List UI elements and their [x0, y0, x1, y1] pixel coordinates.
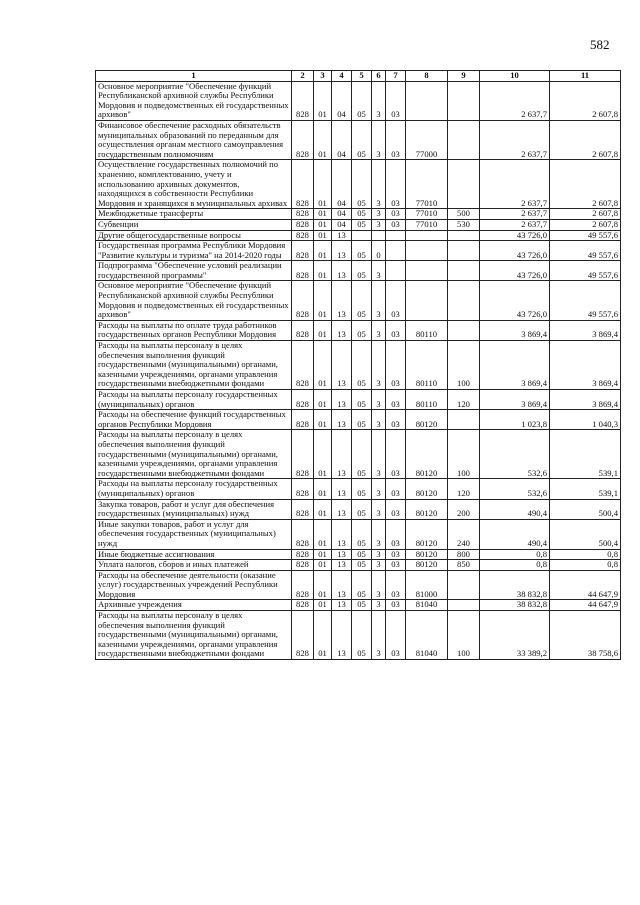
- direction-code: [406, 230, 448, 241]
- program-code: 05: [352, 320, 372, 340]
- event-code: [386, 230, 406, 241]
- program-code: 05: [352, 499, 372, 519]
- section-code: 01: [314, 600, 332, 611]
- direction-code: 80120: [406, 499, 448, 519]
- section-code: 01: [314, 120, 332, 159]
- subsection-code: 13: [332, 570, 352, 600]
- row-name: Расходы на выплаты персоналу в целях обеспечения выполнения функций государственными (муниципальными) органами, казенными учреждениями, органами управления государственными внебюджетными фондами: [96, 341, 292, 390]
- column-header: 5: [352, 71, 372, 82]
- section-code: 01: [314, 241, 332, 261]
- program-code: [352, 230, 372, 241]
- subsection-code: 04: [332, 160, 352, 209]
- event-code: 03: [386, 570, 406, 600]
- row-name: Субвенции: [96, 219, 292, 230]
- amount-year-1: 2 637,7: [480, 219, 550, 230]
- amount-year-1: 2 637,7: [480, 160, 550, 209]
- direction-code: [406, 81, 448, 120]
- event-code: [386, 241, 406, 261]
- section-code: 01: [314, 560, 332, 571]
- program-code: 05: [352, 390, 372, 410]
- program-code: 05: [352, 410, 372, 430]
- table-row: [96, 209, 621, 220]
- subprogram-code: 3: [372, 209, 386, 220]
- table-row: [96, 81, 621, 120]
- amount-year-1: 2 637,7: [480, 209, 550, 220]
- subprogram-code: 3: [372, 560, 386, 571]
- table-row: [96, 479, 621, 499]
- table-row: [96, 341, 621, 390]
- amount-year-2: 2 607,8: [550, 209, 621, 220]
- table-row: [96, 120, 621, 159]
- event-code: 03: [386, 549, 406, 560]
- program-code: 05: [352, 430, 372, 479]
- direction-code: [406, 281, 448, 320]
- section-code: 01: [314, 209, 332, 220]
- column-header: 1: [96, 71, 292, 82]
- event-code: 03: [386, 219, 406, 230]
- direction-code: 77010: [406, 219, 448, 230]
- subprogram-code: 3: [372, 120, 386, 159]
- expense-type-code: 100: [448, 341, 480, 390]
- amount-year-2: 500,4: [550, 519, 621, 549]
- table-row: [96, 430, 621, 479]
- direction-code: 80120: [406, 479, 448, 499]
- column-header: 8: [406, 71, 448, 82]
- chapter-code: 828: [292, 410, 314, 430]
- expense-type-code: [448, 320, 480, 340]
- table-row: [96, 390, 621, 410]
- expense-type-code: [448, 160, 480, 209]
- section-code: 01: [314, 570, 332, 600]
- chapter-code: 828: [292, 81, 314, 120]
- column-header: 9: [448, 71, 480, 82]
- amount-year-2: 49 557,6: [550, 261, 621, 281]
- amount-year-2: 0,8: [550, 560, 621, 571]
- subsection-code: 13: [332, 320, 352, 340]
- program-code: 05: [352, 209, 372, 220]
- expense-type-code: [448, 81, 480, 120]
- expense-type-code: 800: [448, 549, 480, 560]
- column-header: 11: [550, 71, 621, 82]
- direction-code: 77010: [406, 160, 448, 209]
- amount-year-1: 38 832,8: [480, 570, 550, 600]
- subprogram-code: 3: [372, 160, 386, 209]
- amount-year-1: 3 869,4: [480, 390, 550, 410]
- table-row: [96, 570, 621, 600]
- subprogram-code: [372, 230, 386, 241]
- expense-type-code: 850: [448, 560, 480, 571]
- subsection-code: 13: [332, 281, 352, 320]
- table-body: [96, 81, 621, 659]
- header-row: [96, 71, 621, 82]
- row-name: Межбюджетные трансферты: [96, 209, 292, 220]
- subprogram-code: 3: [372, 519, 386, 549]
- table-row: [96, 219, 621, 230]
- amount-year-2: 2 607,8: [550, 81, 621, 120]
- expense-type-code: [448, 281, 480, 320]
- chapter-code: 828: [292, 120, 314, 159]
- row-name: Расходы на обеспечение деятельности (оказание услуг) государственных учреждений Республики Мордовия: [96, 570, 292, 600]
- section-code: 01: [314, 410, 332, 430]
- section-code: 01: [314, 320, 332, 340]
- table-row: [96, 560, 621, 571]
- row-name: Расходы на выплаты персоналу в целях обеспечения выполнения функций государственными (муниципальными) органами, казенными учреждениями, органами управления государственными внебюджетными фондами: [96, 611, 292, 660]
- amount-year-2: 3 869,4: [550, 341, 621, 390]
- subsection-code: 13: [332, 410, 352, 430]
- subprogram-code: 3: [372, 499, 386, 519]
- direction-code: 81040: [406, 611, 448, 660]
- amount-year-2: 49 557,6: [550, 241, 621, 261]
- event-code: 03: [386, 209, 406, 220]
- event-code: [386, 261, 406, 281]
- program-code: 05: [352, 600, 372, 611]
- amount-year-1: 490,4: [480, 519, 550, 549]
- subsection-code: 13: [332, 611, 352, 660]
- subprogram-code: 3: [372, 600, 386, 611]
- section-code: 01: [314, 230, 332, 241]
- amount-year-1: 43 726,0: [480, 281, 550, 320]
- amount-year-2: 500,4: [550, 499, 621, 519]
- chapter-code: 828: [292, 611, 314, 660]
- chapter-code: 828: [292, 341, 314, 390]
- expense-type-code: [448, 120, 480, 159]
- table-row: [96, 611, 621, 660]
- direction-code: 80110: [406, 320, 448, 340]
- amount-year-1: 3 869,4: [480, 320, 550, 340]
- amount-year-1: 0,8: [480, 549, 550, 560]
- row-name: Расходы на выплаты персоналу государственных (муниципальных) органов: [96, 390, 292, 410]
- event-code: 03: [386, 410, 406, 430]
- direction-code: [406, 241, 448, 261]
- chapter-code: 828: [292, 519, 314, 549]
- section-code: 01: [314, 81, 332, 120]
- amount-year-2: 539,1: [550, 479, 621, 499]
- section-code: 01: [314, 499, 332, 519]
- amount-year-2: 38 758,6: [550, 611, 621, 660]
- subsection-code: 13: [332, 549, 352, 560]
- amount-year-1: 38 832,8: [480, 600, 550, 611]
- chapter-code: 828: [292, 281, 314, 320]
- event-code: 03: [386, 81, 406, 120]
- amount-year-1: 3 869,4: [480, 341, 550, 390]
- row-name: Уплата налогов, сборов и иных платежей: [96, 560, 292, 571]
- program-code: 05: [352, 81, 372, 120]
- chapter-code: 828: [292, 230, 314, 241]
- chapter-code: 828: [292, 499, 314, 519]
- subprogram-code: 3: [372, 219, 386, 230]
- page-number: 582: [590, 37, 610, 52]
- table-row: [96, 600, 621, 611]
- table-row: [96, 261, 621, 281]
- amount-year-2: 3 869,4: [550, 320, 621, 340]
- direction-code: 81040: [406, 600, 448, 611]
- table-row: [96, 499, 621, 519]
- section-code: 01: [314, 261, 332, 281]
- row-name: Расходы на выплаты персоналу в целях обеспечения выполнения функций государственными (муниципальными) органами, казенными учреждениями, органами управления государственными внебюджетными фондами: [96, 430, 292, 479]
- direction-code: 80120: [406, 410, 448, 430]
- amount-year-1: 0,8: [480, 560, 550, 571]
- expense-type-code: [448, 600, 480, 611]
- program-code: 05: [352, 519, 372, 549]
- event-code: 03: [386, 390, 406, 410]
- amount-year-1: 2 637,7: [480, 120, 550, 159]
- direction-code: 80120: [406, 560, 448, 571]
- chapter-code: 828: [292, 241, 314, 261]
- direction-code: 81000: [406, 570, 448, 600]
- program-code: 05: [352, 281, 372, 320]
- chapter-code: 828: [292, 479, 314, 499]
- amount-year-2: 49 557,6: [550, 230, 621, 241]
- expense-type-code: [448, 570, 480, 600]
- table-row: [96, 230, 621, 241]
- chapter-code: 828: [292, 600, 314, 611]
- subprogram-code: 3: [372, 81, 386, 120]
- subprogram-code: 3: [372, 390, 386, 410]
- subsection-code: 13: [332, 341, 352, 390]
- expense-type-code: [448, 261, 480, 281]
- subprogram-code: 3: [372, 430, 386, 479]
- chapter-code: 828: [292, 261, 314, 281]
- amount-year-2: 1 040,3: [550, 410, 621, 430]
- amount-year-1: 43 726,0: [480, 241, 550, 261]
- subprogram-code: 3: [372, 611, 386, 660]
- row-name: Основное мероприятие "Обеспечение функций Республиканской архивной службы Республики Мордовия и подведомственных ей государственных архивов": [96, 81, 292, 120]
- amount-year-2: 2 607,8: [550, 120, 621, 159]
- expense-type-code: 500: [448, 209, 480, 220]
- amount-year-2: 539,1: [550, 430, 621, 479]
- amount-year-1: 1 023,8: [480, 410, 550, 430]
- program-code: 05: [352, 570, 372, 600]
- column-header: 4: [332, 71, 352, 82]
- chapter-code: 828: [292, 160, 314, 209]
- column-header: 7: [386, 71, 406, 82]
- section-code: 01: [314, 341, 332, 390]
- subsection-code: 04: [332, 209, 352, 220]
- row-name: Финансовое обеспечение расходных обязательств муниципальных образований по переданным для осуществления органам местного самоуправления государственным полномочиям: [96, 120, 292, 159]
- amount-year-1: 43 726,0: [480, 261, 550, 281]
- amount-year-2: 44 647,9: [550, 570, 621, 600]
- subprogram-code: 3: [372, 320, 386, 340]
- row-name: Расходы на обеспечение функций государственных органов Республики Мордовия: [96, 410, 292, 430]
- table-row: [96, 160, 621, 209]
- column-header: 3: [314, 71, 332, 82]
- direction-code: 80120: [406, 519, 448, 549]
- column-header: 2: [292, 71, 314, 82]
- table-row: [96, 281, 621, 320]
- event-code: 03: [386, 560, 406, 571]
- event-code: 03: [386, 430, 406, 479]
- amount-year-1: 33 389,2: [480, 611, 550, 660]
- program-code: 05: [352, 549, 372, 560]
- program-code: 05: [352, 160, 372, 209]
- chapter-code: 828: [292, 430, 314, 479]
- row-name: Государственная программа Республики Мордовия "Развитие культуры и туризма" на 2014-2020 годы: [96, 241, 292, 261]
- expense-type-code: 200: [448, 499, 480, 519]
- chapter-code: 828: [292, 219, 314, 230]
- program-code: 05: [352, 219, 372, 230]
- row-name: Закупка товаров, работ и услуг для обеспечения государственных (муниципальных) нужд: [96, 499, 292, 519]
- row-name: Иные закупки товаров, работ и услуг для обеспечения государственных (муниципальных) нужд: [96, 519, 292, 549]
- subprogram-code: 0: [372, 241, 386, 261]
- program-code: 05: [352, 241, 372, 261]
- expense-type-code: 240: [448, 519, 480, 549]
- subsection-code: 13: [332, 241, 352, 261]
- amount-year-1: 532,6: [480, 479, 550, 499]
- subprogram-code: 3: [372, 341, 386, 390]
- expense-type-code: 530: [448, 219, 480, 230]
- event-code: 03: [386, 320, 406, 340]
- amount-year-2: 0,8: [550, 549, 621, 560]
- event-code: 03: [386, 499, 406, 519]
- column-header: 6: [372, 71, 386, 82]
- subsection-code: 04: [332, 219, 352, 230]
- subsection-code: 13: [332, 230, 352, 241]
- table-row: [96, 410, 621, 430]
- table-row: [96, 549, 621, 560]
- row-name: Иные бюджетные ассигнования: [96, 549, 292, 560]
- event-code: 03: [386, 600, 406, 611]
- program-code: 05: [352, 341, 372, 390]
- chapter-code: 828: [292, 209, 314, 220]
- row-name: Расходы на выплаты по оплате труда работников государственных органов Республики Мордовия: [96, 320, 292, 340]
- event-code: 03: [386, 611, 406, 660]
- section-code: 01: [314, 430, 332, 479]
- row-name: Архивные учреждения: [96, 600, 292, 611]
- program-code: 05: [352, 560, 372, 571]
- section-code: 01: [314, 519, 332, 549]
- expense-type-code: [448, 241, 480, 261]
- subsection-code: 13: [332, 560, 352, 571]
- section-code: 01: [314, 479, 332, 499]
- direction-code: 80110: [406, 390, 448, 410]
- direction-code: 77010: [406, 209, 448, 220]
- event-code: 03: [386, 120, 406, 159]
- expense-type-code: 100: [448, 430, 480, 479]
- expense-type-code: 120: [448, 390, 480, 410]
- budget-table: [95, 70, 621, 660]
- section-code: 01: [314, 549, 332, 560]
- amount-year-2: 44 647,9: [550, 600, 621, 611]
- section-code: 01: [314, 611, 332, 660]
- subprogram-code: 3: [372, 281, 386, 320]
- program-code: 05: [352, 611, 372, 660]
- subprogram-code: 3: [372, 261, 386, 281]
- section-code: 01: [314, 219, 332, 230]
- amount-year-1: 532,6: [480, 430, 550, 479]
- section-code: 01: [314, 160, 332, 209]
- event-code: 03: [386, 281, 406, 320]
- subsection-code: 13: [332, 499, 352, 519]
- expense-type-code: [448, 410, 480, 430]
- direction-code: 77000: [406, 120, 448, 159]
- direction-code: 80120: [406, 549, 448, 560]
- chapter-code: 828: [292, 390, 314, 410]
- subprogram-code: 3: [372, 479, 386, 499]
- amount-year-1: 490,4: [480, 499, 550, 519]
- program-code: 05: [352, 261, 372, 281]
- section-code: 01: [314, 281, 332, 320]
- subsection-code: 13: [332, 390, 352, 410]
- expense-type-code: [448, 230, 480, 241]
- column-header: 10: [480, 71, 550, 82]
- direction-code: [406, 261, 448, 281]
- table-row: [96, 519, 621, 549]
- table-row: [96, 241, 621, 261]
- chapter-code: 828: [292, 320, 314, 340]
- table-row: [96, 320, 621, 340]
- amount-year-1: 2 637,7: [480, 81, 550, 120]
- subprogram-code: 3: [372, 410, 386, 430]
- section-code: 01: [314, 390, 332, 410]
- subsection-code: 13: [332, 600, 352, 611]
- event-code: 03: [386, 160, 406, 209]
- amount-year-1: 43 726,0: [480, 230, 550, 241]
- amount-year-2: 2 607,8: [550, 219, 621, 230]
- program-code: 05: [352, 479, 372, 499]
- subsection-code: 04: [332, 81, 352, 120]
- event-code: 03: [386, 479, 406, 499]
- direction-code: 80110: [406, 341, 448, 390]
- amount-year-2: 49 557,6: [550, 281, 621, 320]
- subsection-code: 13: [332, 261, 352, 281]
- program-code: 05: [352, 120, 372, 159]
- direction-code: 80120: [406, 430, 448, 479]
- row-name: Осуществление государственных полномочий по хранению, комплектованию, учету и использованию архивных документов, находящихся в собственности Республики Мордовия и хранящихся в муниципальных архивах: [96, 160, 292, 209]
- event-code: 03: [386, 519, 406, 549]
- row-name: Подпрограмма "Обеспечение условий реализации государственной программы": [96, 261, 292, 281]
- expense-type-code: 100: [448, 611, 480, 660]
- row-name: Расходы на выплаты персоналу государственных (муниципальных) органов: [96, 479, 292, 499]
- subsection-code: 13: [332, 479, 352, 499]
- chapter-code: 828: [292, 549, 314, 560]
- chapter-code: 828: [292, 570, 314, 600]
- subsection-code: 13: [332, 430, 352, 479]
- subprogram-code: 3: [372, 549, 386, 560]
- amount-year-2: 2 607,8: [550, 160, 621, 209]
- chapter-code: 828: [292, 560, 314, 571]
- subsection-code: 04: [332, 120, 352, 159]
- event-code: 03: [386, 341, 406, 390]
- subsection-code: 13: [332, 519, 352, 549]
- row-name: Основное мероприятие "Обеспечение функций Республиканской архивной службы Республики Мордовия и подведомственных ей государственных архивов": [96, 281, 292, 320]
- expense-type-code: 120: [448, 479, 480, 499]
- subprogram-code: 3: [372, 570, 386, 600]
- amount-year-2: 3 869,4: [550, 390, 621, 410]
- row-name: Другие общегосударственные вопросы: [96, 230, 292, 241]
